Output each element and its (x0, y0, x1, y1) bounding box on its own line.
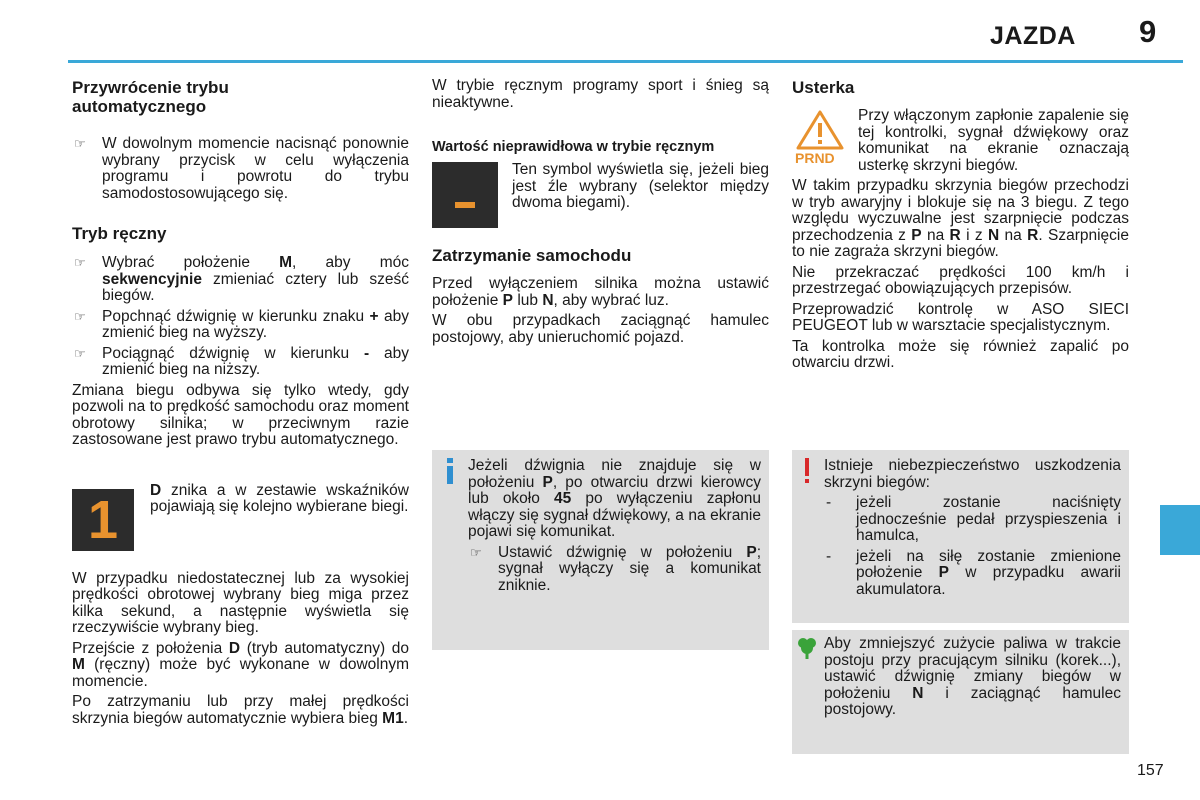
restore-bullet: ☞ W dowolnym momencie nacisnąć ponownie wybrany przycisk w celu wyłączenia programu i powrotu do trybu samodostosowującego się. (72, 136, 409, 202)
gear-display-block (72, 483, 409, 565)
info-icon (446, 458, 454, 488)
manual-bullet-select: ☞ Wybrać położenie M, aby móc sekwencyjnie zmieniać cztery lub sześć biegów. (72, 255, 409, 305)
para-emergency-mode: W takim przypadku skrzynia biegów przechodzi w tryb awaryjny i blokuje się na 3 biegu. Z tego względu wyczuwalne jest szarpnięcie podczas przechodzenia z P na R i z N na R. Szarpnięcie to nie zagraża skrzyni biegów. (792, 177, 1129, 260)
fault-warning-block (792, 108, 1129, 174)
info-note-bullet: ☞ Ustawić dźwignię w położeniu P; sygnał wyłączy się a komunikat zniknie. (468, 545, 761, 595)
heading-restore-auto: Przywrócenie trybu automatycznego (72, 78, 229, 116)
gear-one-icon: 1 (72, 489, 134, 551)
chapter-title: JAZDA (990, 22, 1076, 50)
chapter-side-tab (1160, 505, 1200, 555)
para-handbrake: W obu przypadkach zaciągnąć hamulec postojowy, aby unieruchomić pojazd. (432, 312, 769, 346)
column-left (72, 78, 409, 731)
para-gear-change: Zmiana biegu odbywa się tylko wtedy, gdy pozwoli na to prędkość samochodu oraz moment obrotowy silnika; w przeciwnym razie zastosowane jest prawo trybu automatycznego. (72, 381, 409, 448)
para-sport-snow: W trybie ręcznym programy sport i śnieg są nieaktywne. (432, 77, 769, 111)
invalid-gear-dash-icon (432, 162, 498, 228)
info-note-text: Jeżeli dźwignia nie znajduje się w położeniu P, po otwarciu drzwi kierowcy lub około 45 po wyłączeniu zapłonu włączy się sygnał dźwiękowy, a na ekranie pojawi się komunikat. (468, 457, 762, 540)
heading-invalid-value: Wartość nieprawidłowa w trybie ręcznym (432, 139, 715, 155)
para-before-engine-off: Przed wyłączeniem silnika można ustawić położenie P lub N, aby wybrać luz. (432, 275, 769, 309)
tree-eco-icon (797, 636, 817, 660)
manual-bullet-up: ☞ Popchnąć dźwignię w kierunku znaku + aby zmienić bieg na wyższy. (72, 309, 409, 342)
gear-display-text: D znika a w zestawie wskaźników pojawiają się kolejno wybierane biegi. (150, 481, 409, 515)
eco-note-text: Aby zmniejszyć zużycie paliwa w trakcie postoju przy pracującym silniku (korek...), ustawić dźwignię zmiany biegów w położeniu N i zaciągnąć hamulec postojowy. (824, 635, 1121, 718)
invalid-gear-text: Ten symbol wyświetla się, jeżeli bieg jest źle wybrany (selektor między dwoma biegami). (512, 161, 769, 211)
para-transition: Przejście z położenia D (tryb automatyczny) do M (ręczny) może być wykonane w dowolnym momencie. (72, 639, 409, 690)
column-middle (432, 77, 769, 594)
para-speed-limit: Nie przekraczać prędkości 100 km/h i przestrzegać obowiązujących przepisów. (792, 263, 1129, 297)
para-door-warning: Ta kontrolka może się również zapalić po otwarciu drzwi. (792, 337, 1129, 371)
warning-dash-2: - jeżeli na siłę zostanie zmienione położenie P w przypadku awarii akumulatora. (824, 549, 1121, 599)
invalid-gear-block (432, 162, 769, 228)
warning-intro: Istnieje niebezpieczeństwo uszkodzenia skrzyni biegów: (824, 457, 1121, 491)
heading-stop-vehicle: Zatrzymanie samochodu (432, 246, 632, 265)
fault-description: Przy włączonym zapłonie zapalenie się tej kontrolki, sygnał dźwiękowy oraz komunikat na ekranie oznaczają usterkę skrzyni biegów. (858, 107, 1129, 174)
eco-note-box (792, 630, 1129, 754)
heading-fault: Usterka (792, 78, 855, 97)
header-rule (68, 60, 1183, 63)
para-insufficient-speed: W przypadku niedostatecznej lub za wysokiej prędkości obrotowej wybrany bieg miga przez kilka sekund, a następnie wyświetla się rzeczywiście wybrany bieg. (72, 569, 409, 636)
warning-note-box (792, 450, 1129, 623)
chapter-number: 9 (1139, 14, 1157, 49)
para-stop-m1: Po zatrzymaniu lub przy małej prędkości skrzynia biegów automatycznie wybiera bieg M1. (72, 693, 409, 727)
info-note-box (432, 450, 769, 650)
exclamation-icon (803, 458, 811, 483)
heading-manual-mode: Tryb ręczny (72, 224, 167, 243)
prnd-label: PRND (795, 150, 835, 166)
gearbox-warning-icon (792, 108, 848, 170)
column-right (792, 78, 1129, 718)
para-inspection: Przeprowadzić kontrolę w ASO SIECI PEUGEOT lub w warsztacie specjalistycznym. (792, 300, 1129, 334)
warning-dash-1: - jeżeli zostanie naciśnięty jednocześnie pedał przyspieszenia i hamulca, (824, 495, 1121, 545)
page-number: 157 (1137, 762, 1164, 779)
manual-bullet-down: ☞ Pociągnąć dźwignię w kierunku - aby zmienić bieg na niższy. (72, 346, 409, 379)
